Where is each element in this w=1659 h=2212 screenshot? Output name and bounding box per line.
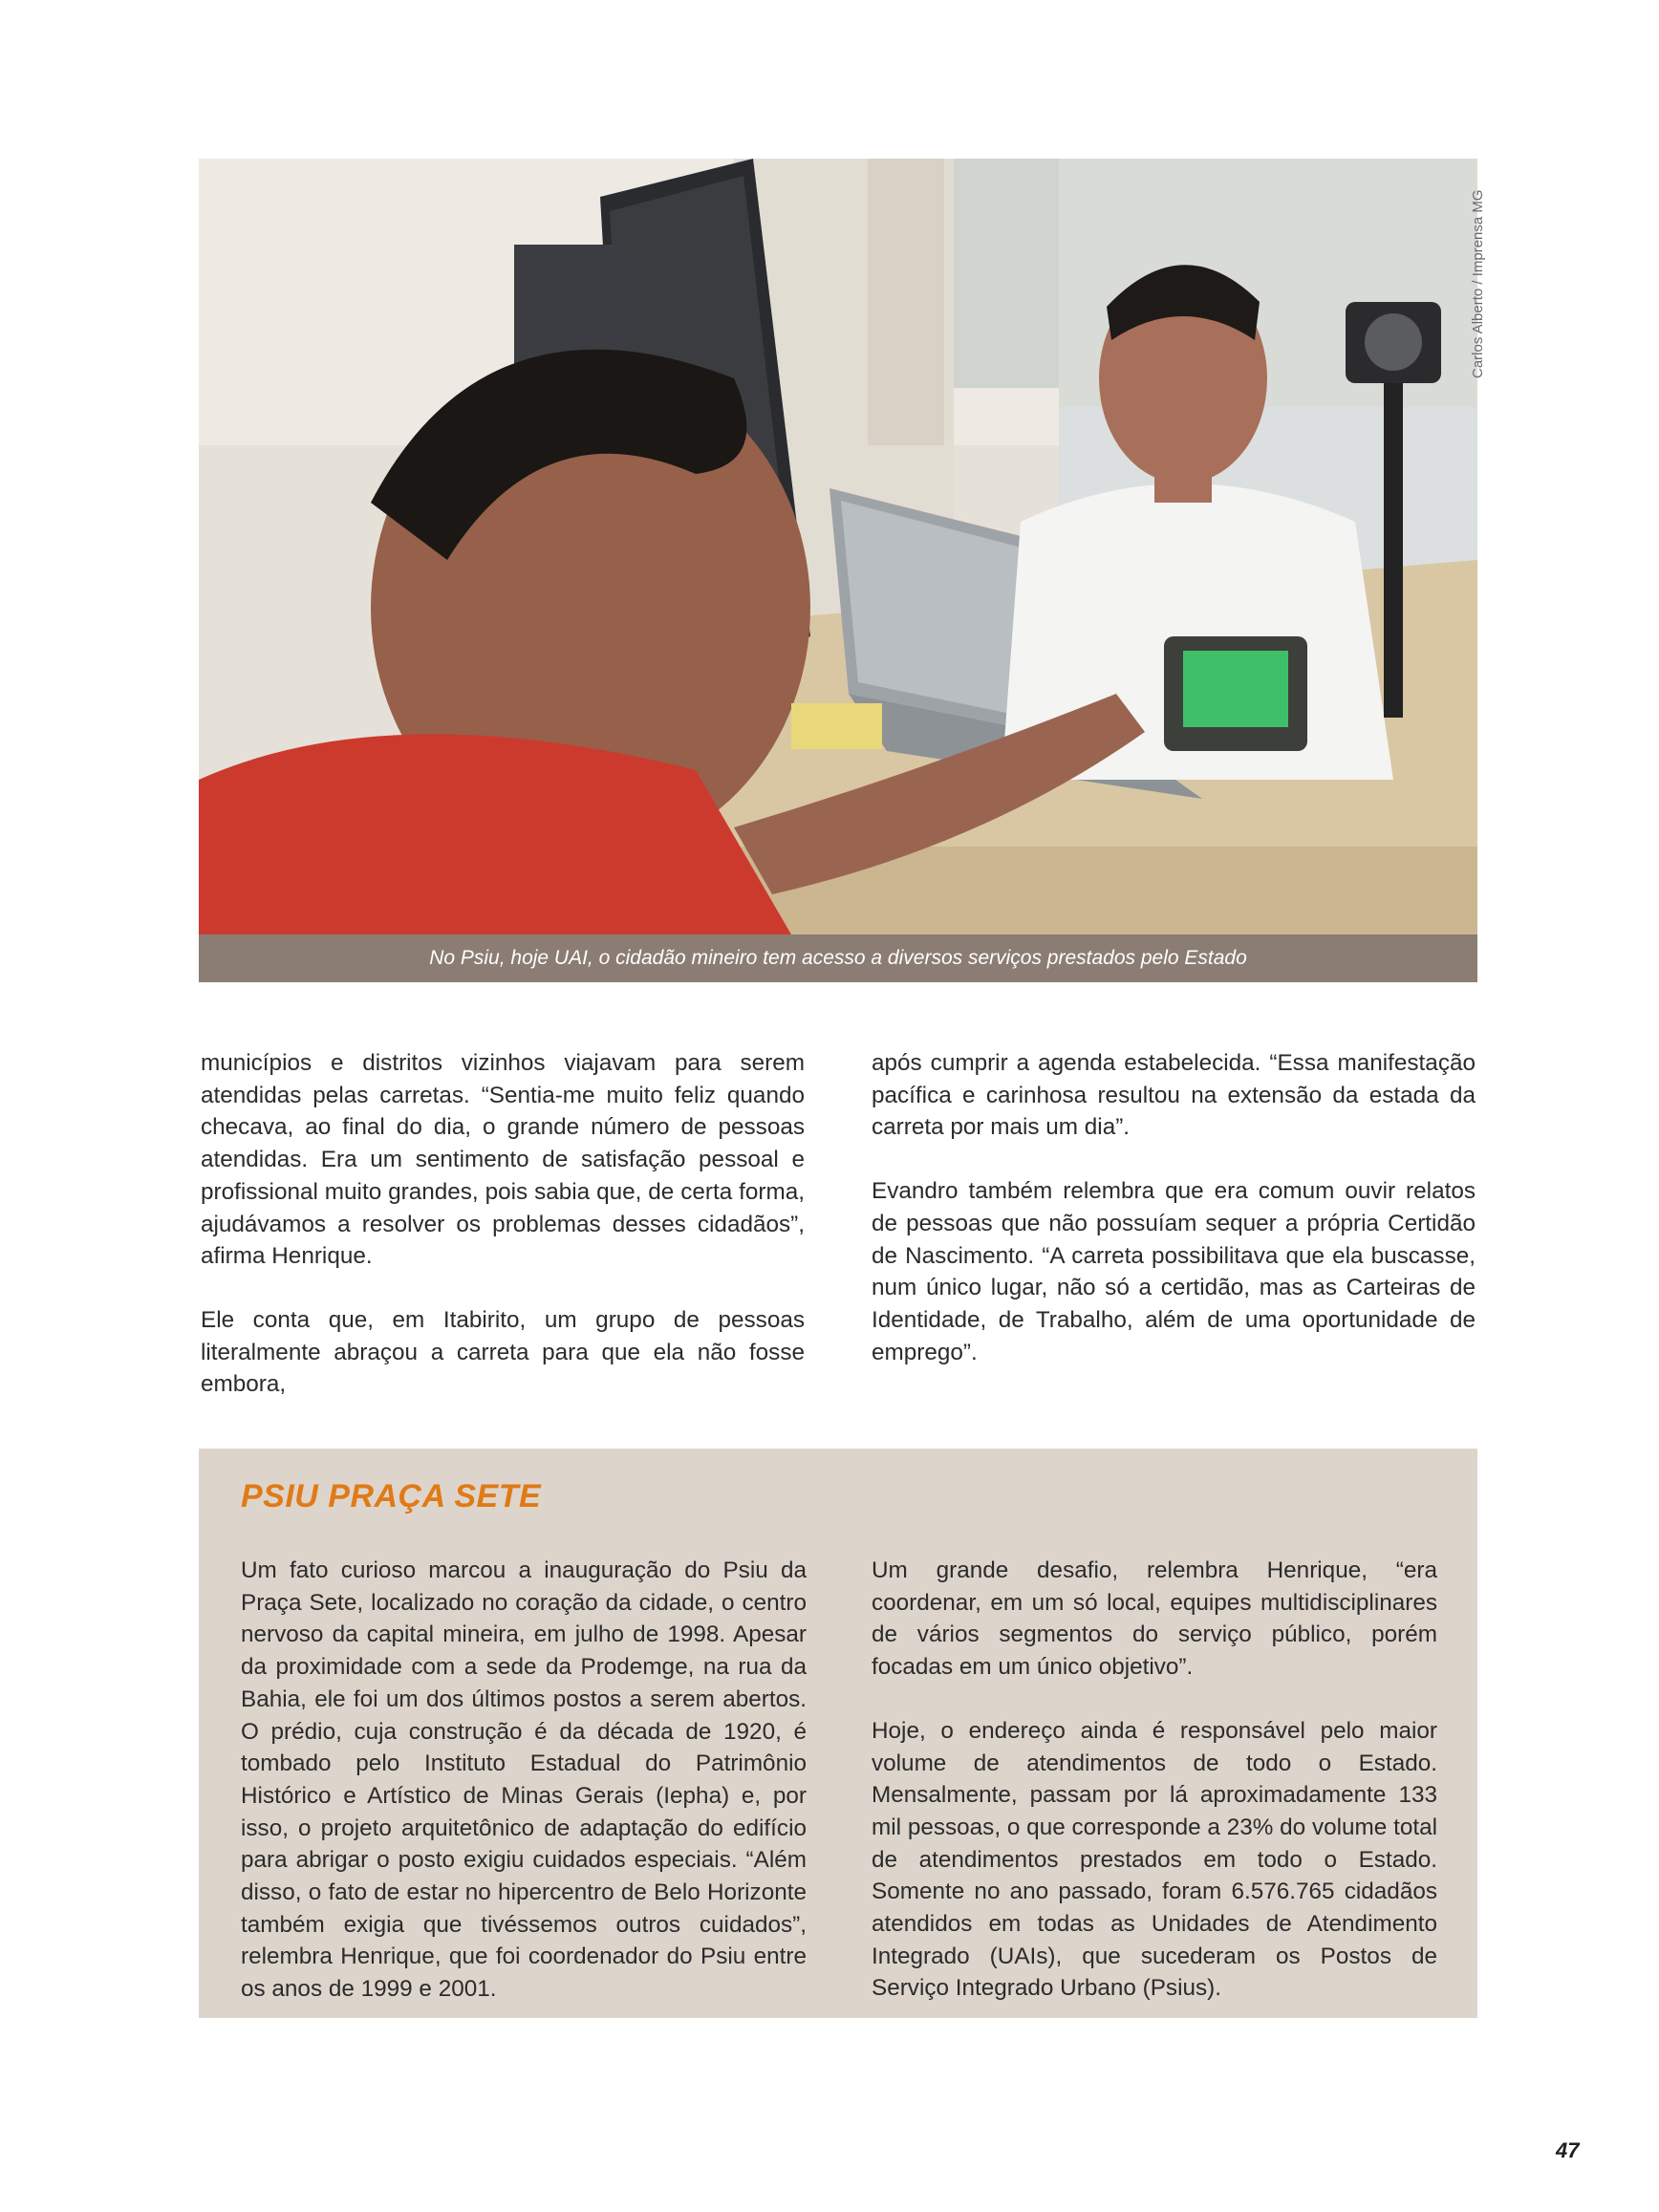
photo-caption: No Psiu, hoje UAI, o cidadão mineiro tem acesso a diversos serviços prestados pelo Estado: [199, 934, 1477, 982]
sidebar-column-left: [241, 1555, 807, 2037]
photo-illustration: [199, 159, 1477, 934]
article-paragraph: após cumprir a agenda estabelecida. “Essa manifestação pacífica e carinhosa resultou na extensão da estada da carreta por mais um dia”.: [872, 1050, 1476, 1141]
article-column-left: [201, 1047, 805, 1432]
article-photo: [199, 159, 1477, 934]
sidebar-box-title: PSIU PRAÇA SETE: [241, 1478, 542, 1514]
article-paragraph: municípios e distritos vizinhos viajavam para serem atendidas pelas carretas. “Sentia-me muito feliz quando checava, ao final do dia, o grande número de pessoas atendidas. Era um sentimento de satisfação pessoal e profissional muito grandes, pois sabia que, de certa forma, ajudávamos a resolver os problemas desses cidadãos”, afirma Henrique.: [201, 1050, 805, 1270]
sidebar-column-right: [872, 1555, 1437, 2036]
article-column-right: [872, 1047, 1476, 1400]
sidebar-paragraph: Hoje, o endereço ainda é responsável pelo maior volume de atendimentos de todo o Estado. Mensalmente, passam por lá aproximadamente 133 mil pessoas, o que corresponde a 23% do volume total de atendimentos prestados em todo o Estado. Somente no ano passado, foram 6.576.765 cidadãos atendidos em todas as Unidades de Atendimento Integrado (UAIs), que sucederam os Postos de Serviço Integrado Urbano (Psius).: [872, 1717, 1437, 2002]
page-number: 47: [1556, 2138, 1580, 2162]
photo-credit: Carlos Alberto / Imprensa MG: [1470, 189, 1486, 378]
sidebar-paragraph: Um grande desafio, relembra Henrique, “era coordenar, em um só local, equipes multidisciplinares de vários segmentos do serviço público, porém focadas em um único objetivo”.: [872, 1557, 1437, 1681]
sidebar-paragraph: Um fato curioso marcou a inauguração do Psiu da Praça Sete, localizado no coração da cidade, o centro nervoso da capital mineira, em julho de 1998. Apesar da proximidade com a sede da Prodemge, na rua da Bahia, ele foi um dos últimos postos a serem abertos. O prédio, cuja construção é da década de 1920, é tombado pelo Instituto Estadual do Patrimônio Histórico e Artístico de Minas Gerais (Iepha) e, por isso, o projeto arquitetônico de adaptação do edifício para abrigar o posto exigiu cuidados especiais. “Além disso, o fato de estar no hipercentro de Belo Horizonte também exigia que tivéssemos outros cuidados”, relembra Henrique, que foi coordenador do Psiu entre os anos de 1999 e 2001.: [241, 1557, 807, 2003]
article-paragraph: Ele conta que, em Itabirito, um grupo de pessoas literalmente abraçou a carreta para que ela não fosse embora,: [201, 1306, 805, 1398]
article-paragraph: Evandro também relembra que era comum ouvir relatos de pessoas que não possuíam sequer a própria Certidão de Nascimento. “A carreta possibilitava que ela buscasse, num único lugar, não só a certidão, mas as Carteiras de Identidade, de Trabalho, além de uma oportunidade de emprego”.: [872, 1178, 1476, 1365]
